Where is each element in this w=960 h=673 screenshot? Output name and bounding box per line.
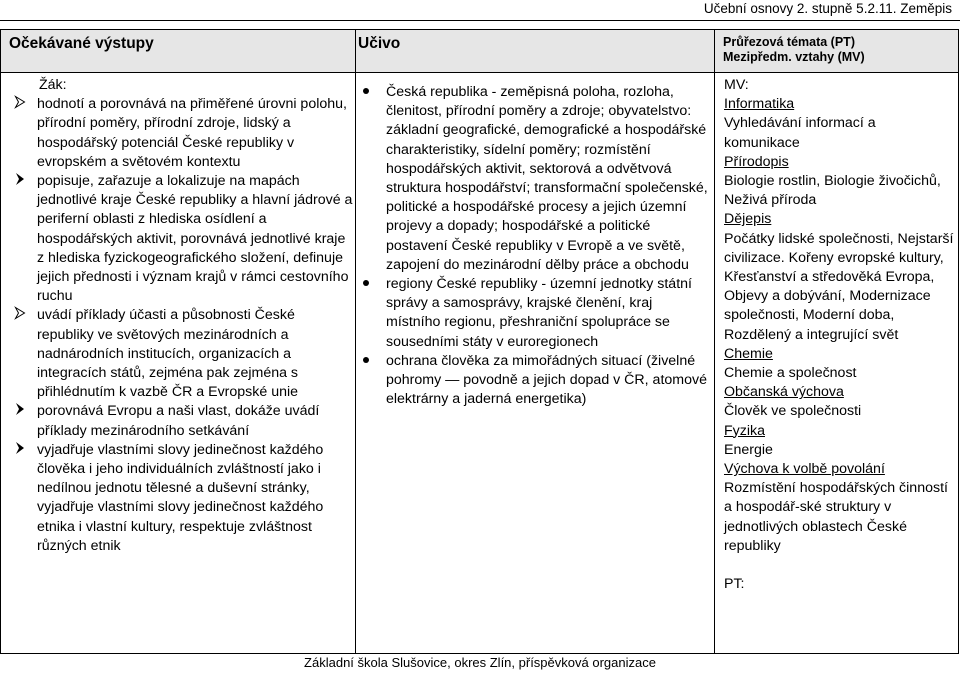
subject-name: Chemie [724,345,773,362]
outcome-text: hodnotí a porovnává na přiměřené úrovni polohu, přírodní poměry, přírodní zdroje, lidský a hospodářský potenciál České republiky v evropském a světovém kontextu [37,96,347,170]
table-header-row [1,30,959,73]
subject-name: Přírodopis [724,153,789,170]
outcome-item [1,441,353,556]
outcomes-cell [1,73,356,654]
subject-detail: Vyhledávání informací a komunikace [724,115,876,151]
header-divider [0,20,960,21]
solid-arrow-bullet-icon [13,441,27,460]
content-item [356,83,710,275]
outcome-item [1,306,353,402]
pupil-label: Žák: [39,77,67,93]
content-text: regiony České republiky - územní jednotky státní správy a samosprávy, krajské členění, kraj místního regionu, přeshraniční spolupráce se sousedními státy v euroregionech [386,276,692,350]
content-text: Česká republika - zeměpisná poloha, rozloha, členitost, přírodní poměry a zdroje; obyvatelstvo: základní geografické, demografické a hospodářské charakteristiky, sídelní poměry; rozmístění hospodářských aktivit, sektorová a odvětvová struktura hospodářství; transformační společenské, politické a hospodářské procesy a jejich územní projevy a dopady; hospodářské a politické postavení České republiky v Evropě a ve světě, zapojení do mezinárodní dělby práce a obchodu [386,84,708,273]
subject-name: Dějepis [724,211,772,228]
subject-name: Výchova k volbě povolání [724,461,885,478]
pt-label: PT: [724,576,745,593]
content-header: Učivo [356,30,715,73]
outline-arrow-bullet-icon [13,95,27,114]
bullet-icon [362,352,370,373]
outline-arrow-bullet-icon [13,306,27,325]
subject-detail: Biologie rostlin, Biologie živočichů, Neživá příroda [724,173,941,209]
subject-name: Informatika [724,96,795,113]
outcomes-header: Očekávané výstupy [1,30,356,73]
page-footer: Základní škola Slušovice, okres Zlín, příspěvková organizace [304,655,656,670]
subject-detail: Energie [724,441,773,458]
page-header: Učební osnovy 2. stupně 5.2.11. Zeměpis [703,1,952,16]
outcome-item [1,95,353,172]
content-text: ochrana člověka za mimořádných situací (živelné pohromy — povodně a jejich dopad v ČR, atomové elektrárny a jaderná energetika) [386,352,707,408]
bullet-icon [362,275,370,296]
bullet-icon [362,83,370,104]
content-item [356,275,710,352]
subject-name: Občanská výchova [724,384,844,401]
subject-name: Fyzika [724,422,765,439]
cross-topics-header [715,30,959,73]
content-item [356,352,710,410]
cross-topics-header-line2: Mezipředm. vztahy (MV) [723,50,865,64]
content-list [356,83,710,409]
table-body-row [1,73,959,654]
solid-arrow-bullet-icon [13,172,27,191]
outcome-text: popisuje, zařazuje a lokalizuje na mapách jednotlivé kraje České republiky a hlavní jádrové a periferní oblasti z hlediska osídlení a hospodářských aktivit, porovnává jednotlivé kraje z hlediska fyzickogeografického složení, definuje jejich přednosti i význam krajů v rámci cestovního ruchu [37,173,353,305]
outcome-item [1,402,353,440]
subject-detail: Počátky lidské společnosti, Nejstarší civilizace. Kořeny evropské kultury, Křesťanství a středověká Evropa, Objevy a dobývání, Modernizace společnosti, Moderní doba, Rozdělený a integrující svět [724,230,954,343]
solid-arrow-bullet-icon [13,402,27,421]
outcome-text: porovnává Evropu a naši vlast, dokáže uvádí příklady mezinárodního setkávání [37,403,320,439]
subject-detail: Chemie a společnost [724,365,857,382]
curriculum-table [0,29,959,654]
outcome-text: vyjadřuje vlastními slovy jedinečnost každého člověka i jeho individuálních zvláštností jako i nedílnou jednotu tělesné a duševní stránky, vyjadřuje vlastními slovy jedinečnost každého etnika i vlastní kultury, respektuje zvláštnost různých etnik [37,441,324,554]
outcomes-list [1,95,353,556]
cross-topics-header-line1: Průřezová témata (PT) [723,35,855,49]
subject-detail: Rozmístění hospodářských činností a hospodář-ské struktury v jednotlivých oblastech České republiky [724,480,948,554]
subject-list [724,95,954,556]
outcome-text: uvádí příklady účasti a působnosti České republiky ve světových mezinárodních a nadnárodních institucích, organizacích a integracích států, zejména pak zejména s přihlédnutím k vazbě ČR a Evropské unie [37,307,299,401]
mv-label: MV: [724,77,749,93]
subject-detail: Člověk ve společnosti [724,403,862,420]
content-cell [356,73,715,654]
cross-topics-cell [715,73,959,654]
outcome-item [1,172,353,306]
